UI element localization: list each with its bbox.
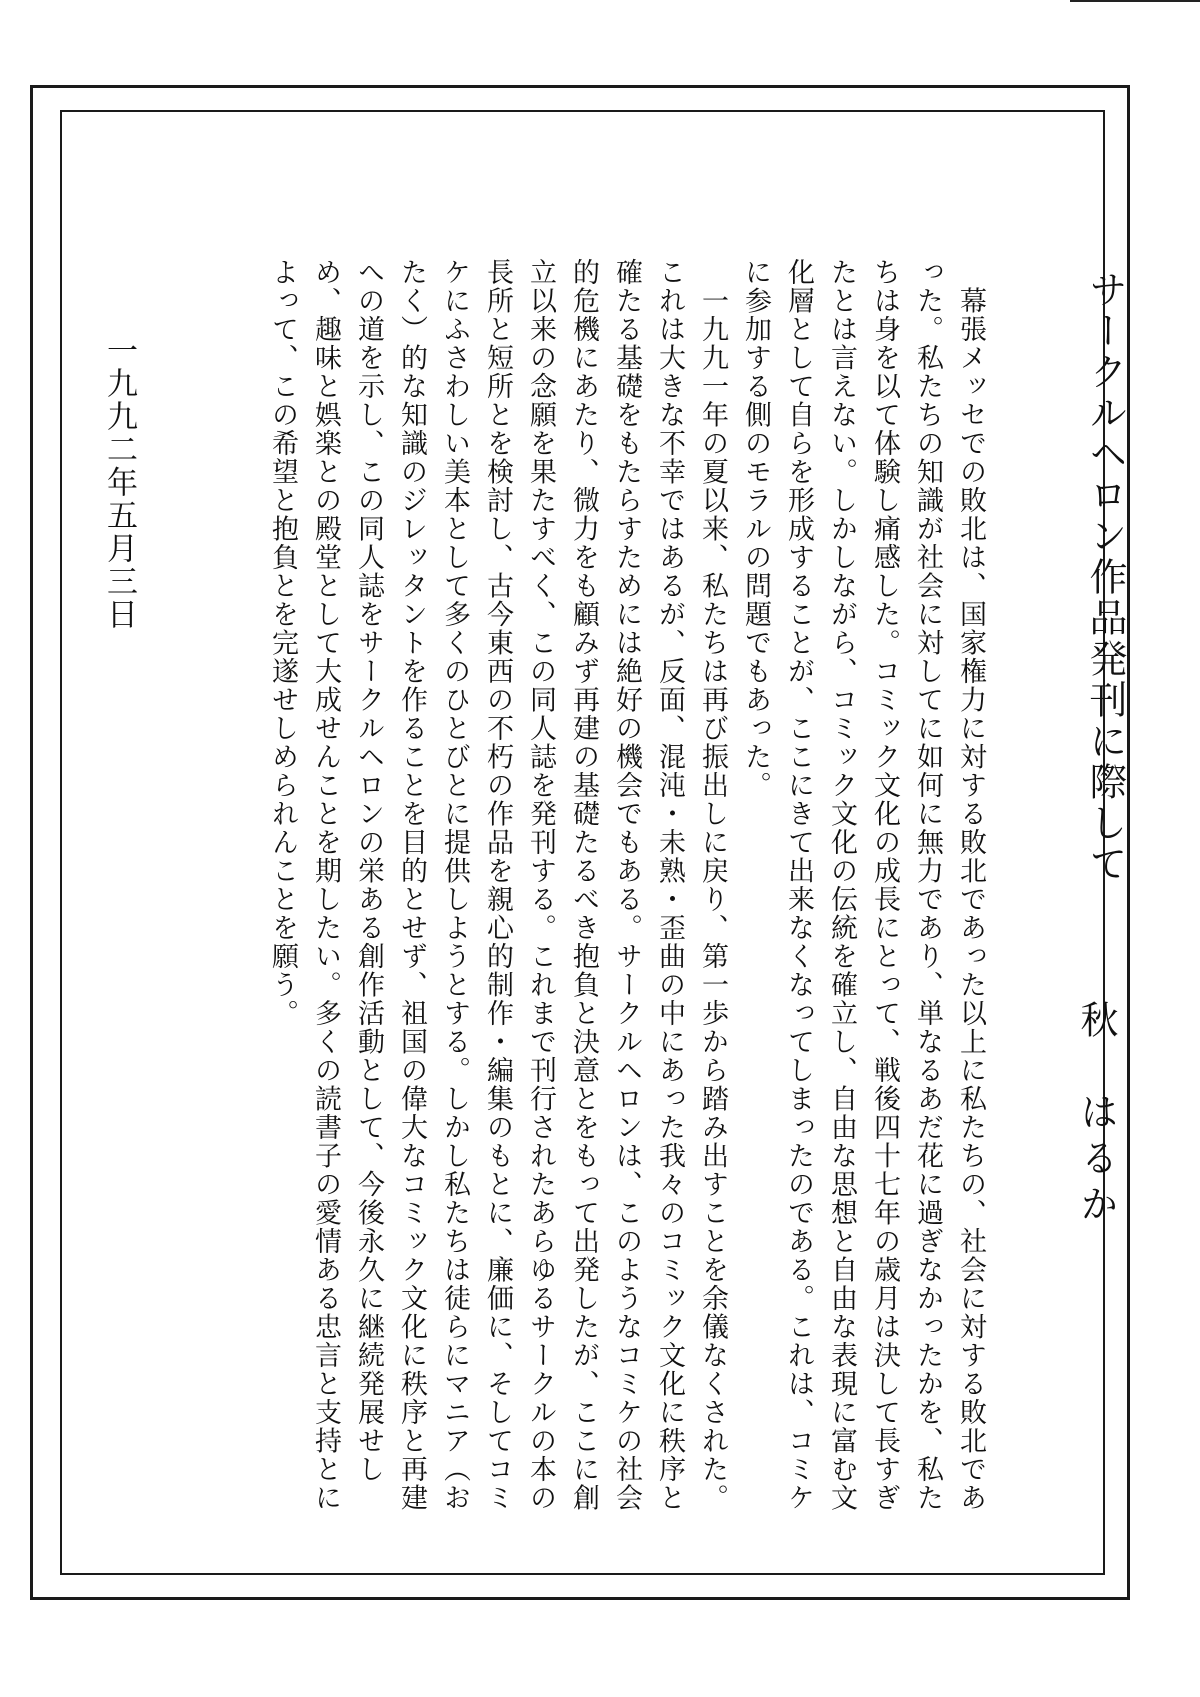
author-name: 秋 はるか [1074, 1000, 1118, 1230]
body-text: 幕張メッセでの敗北は、国家権力に対する敗北であった以上に私たちの、社会に対する敗北であった。私たちの知識が社会に対してに如何に無力であり、単なるあだ花に過ぎなかったかを、私たちは身を以て体験し痛感した。コミック文化の成長にとって、戦後四十七年の歳月は決して長すぎたとは言えない。しかしながら、コミック文化の伝統を確立し、自由な思想と自由な表現に富む文化層として自らを形成することが、ここにきて出来なくなってしまったのである。これは、コミケに参加する側のモラルの問題でもあった。 一九九一年の夏以来、私たちは再び振出しに戻り、第一歩から踏み出すことを余儀なくされた。これは大きな不幸ではあるが、反面、混沌・未熟・歪曲の中にあった我々のコミック文化に秩序と確たる基礎をもたらすためには絶好の機会でもある。サークルヘロンは、このようなコミケの社会的危機にあたり、微力をも顧みず再建の基礎たるべき抱負と決意とをもって出発したが、ここに創立以来の念願を果たすべく、この同人誌を発刊する。これまで刊行されたあらゆるサークルの本の長所と短所とを検討し、古今東西の不朽の作品を親心的制作・編集のもとに、廉価に、そしてコミケにふさわしい美本として多くのひとびとに提供しようとする。しかし私たちは徒らにマニア（おたく）的な知識のジレッタントを作ることを目的とせず、祖国の偉大なコミック文化に秩序と再建への道を示し、この同人誌をサークルヘロンの栄ある創作活動として、今後永久に継続発展せしめ、趣味と娯楽との殿堂として大成せんことを期したい。多くの読書子の愛情ある忠言と支持とによって、この希望と抱負とを完遂せしめられんことを願う。 [267, 258, 986, 1512]
document-title: サークルヘロン作品発刊に際して [1083, 270, 1127, 885]
top-edge-line [1070, 0, 1200, 2]
document-date: 一九九二年五月三日 [101, 334, 137, 631]
